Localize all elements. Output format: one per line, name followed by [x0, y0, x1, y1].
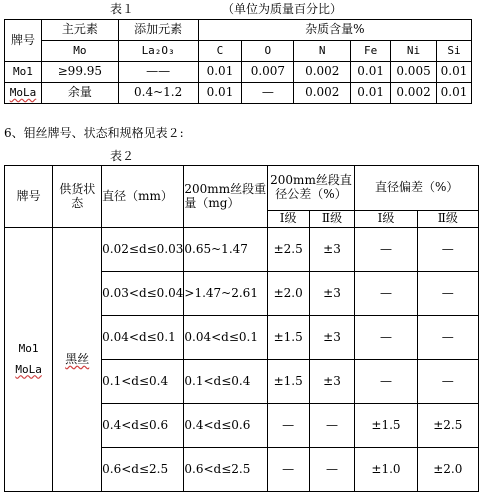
cell-tol-i: ±2.5: [267, 228, 309, 272]
cell-ni: 0.002: [391, 83, 437, 104]
cell-dev-ii: —: [417, 360, 478, 404]
cell-dev-i: ±1.0: [355, 448, 417, 492]
grade-line-mo1: Mo1: [18, 341, 39, 355]
cell-diameter: 0.6<d≤2.5: [102, 448, 184, 492]
row-grade: MoLa: [5, 83, 42, 104]
cell-dev-ii: —: [417, 316, 478, 360]
header-grade-i: Ⅰ级: [355, 211, 417, 228]
header-grade: 牌号: [5, 20, 42, 62]
header-supply-state: 供货状态: [53, 166, 102, 228]
cell-tol-ii: ±3: [309, 360, 355, 404]
table-row: [5, 83, 472, 104]
cell-weight: 0.4<d≤0.6: [184, 404, 267, 448]
header-o: O: [242, 41, 294, 62]
header-grade: 牌号: [5, 166, 53, 228]
cell-weight: 0.6<d≤2.5: [184, 448, 267, 492]
cell-dev-i: —: [355, 228, 417, 272]
cell-tol-i: ±2.0: [267, 272, 309, 316]
grade-cell: [5, 228, 53, 492]
cell-dev-i: ±1.5: [355, 404, 417, 448]
cell-si: 0.01: [437, 83, 472, 104]
cell-dev-ii: —: [417, 272, 478, 316]
header-n: N: [294, 41, 351, 62]
cell-dev-ii: ±2.5: [417, 404, 478, 448]
cell-o: —: [242, 83, 294, 104]
cell-mo: 余量: [41, 83, 118, 104]
header-c: C: [198, 41, 242, 62]
cell-weight: >1.47~2.61: [184, 272, 267, 316]
cell-o: 0.007: [242, 62, 294, 83]
cell-tol-i: ±1.5: [267, 360, 309, 404]
header-diameter-deviation: 直径偏差（%）: [355, 166, 479, 211]
table2-caption: 表２: [110, 149, 135, 163]
composition-table: [4, 19, 472, 104]
cell-dev-ii: ±2.0: [417, 448, 478, 492]
table1-unit-note: （单位为质量百分比）: [222, 2, 343, 16]
cell-c: 0.01: [198, 62, 242, 83]
header-main-element: 主元素: [41, 20, 118, 41]
table-row: [5, 62, 472, 83]
cell-la2o3: 0.4~1.2: [118, 83, 198, 104]
header-impurity: 杂质含量%: [198, 20, 471, 41]
cell-tol-ii: —: [309, 404, 355, 448]
cell-si: 0.01: [437, 62, 472, 83]
cell-mo: ≥99.95: [41, 62, 118, 83]
cell-diameter: 0.04<d≤0.1: [102, 316, 184, 360]
cell-dev-ii: —: [417, 228, 478, 272]
cell-tol-i: —: [267, 448, 309, 492]
cell-dev-i: —: [355, 272, 417, 316]
cell-ni: 0.005: [391, 62, 437, 83]
grade-line-mola: MoLa: [15, 362, 42, 376]
cell-fe: 0.01: [351, 62, 391, 83]
header-weight: 200mm丝段重量（mg）: [184, 166, 267, 228]
cell-weight: 0.1<d≤0.4: [184, 360, 267, 404]
cell-n: 0.002: [294, 83, 351, 104]
header-ni: Ni: [391, 41, 437, 62]
cell-tol-ii: ±3: [309, 272, 355, 316]
cell-tol-ii: —: [309, 448, 355, 492]
table1-caption: 表１: [110, 2, 135, 16]
cell-weight: 0.04<d≤0.1: [184, 316, 267, 360]
header-mo: Mo: [41, 41, 118, 62]
header-grade-i: Ⅰ级: [267, 211, 309, 228]
header-weight-tolerance: 200mm丝段直径公差（%）: [267, 166, 355, 211]
header-diameter: 直径（mm）: [102, 166, 184, 228]
cell-c: 0.01: [198, 83, 242, 104]
supply-state-cell: 黑丝: [53, 228, 102, 492]
cell-diameter: 0.1<d≤0.4: [102, 360, 184, 404]
cell-dev-i: —: [355, 316, 417, 360]
spec-table: [4, 165, 479, 492]
cell-tol-i: —: [267, 404, 309, 448]
cell-diameter: 0.4<d≤0.6: [102, 404, 184, 448]
cell-dev-i: —: [355, 360, 417, 404]
section-title: 6、钼丝牌号、状态和规格见表２:: [4, 126, 184, 140]
cell-la2o3: ——: [118, 62, 198, 83]
row-grade: Mo1: [5, 62, 42, 83]
header-grade-ii: Ⅱ级: [417, 211, 478, 228]
header-si: Si: [437, 41, 472, 62]
header-la2o3: La₂O₃: [118, 41, 198, 62]
table-row: [5, 228, 479, 272]
cell-diameter: 0.03<d≤0.04: [102, 272, 184, 316]
cell-tol-ii: ±3: [309, 228, 355, 272]
header-added-element: 添加元素: [118, 20, 198, 41]
cell-n: 0.002: [294, 62, 351, 83]
header-grade-ii: Ⅱ级: [309, 211, 355, 228]
cell-tol-ii: ±3: [309, 316, 355, 360]
cell-tol-i: ±1.5: [267, 316, 309, 360]
cell-diameter: 0.02≤d≤0.03: [102, 228, 184, 272]
cell-weight: 0.65~1.47: [184, 228, 267, 272]
cell-fe: 0.01: [351, 83, 391, 104]
header-fe: Fe: [351, 41, 391, 62]
